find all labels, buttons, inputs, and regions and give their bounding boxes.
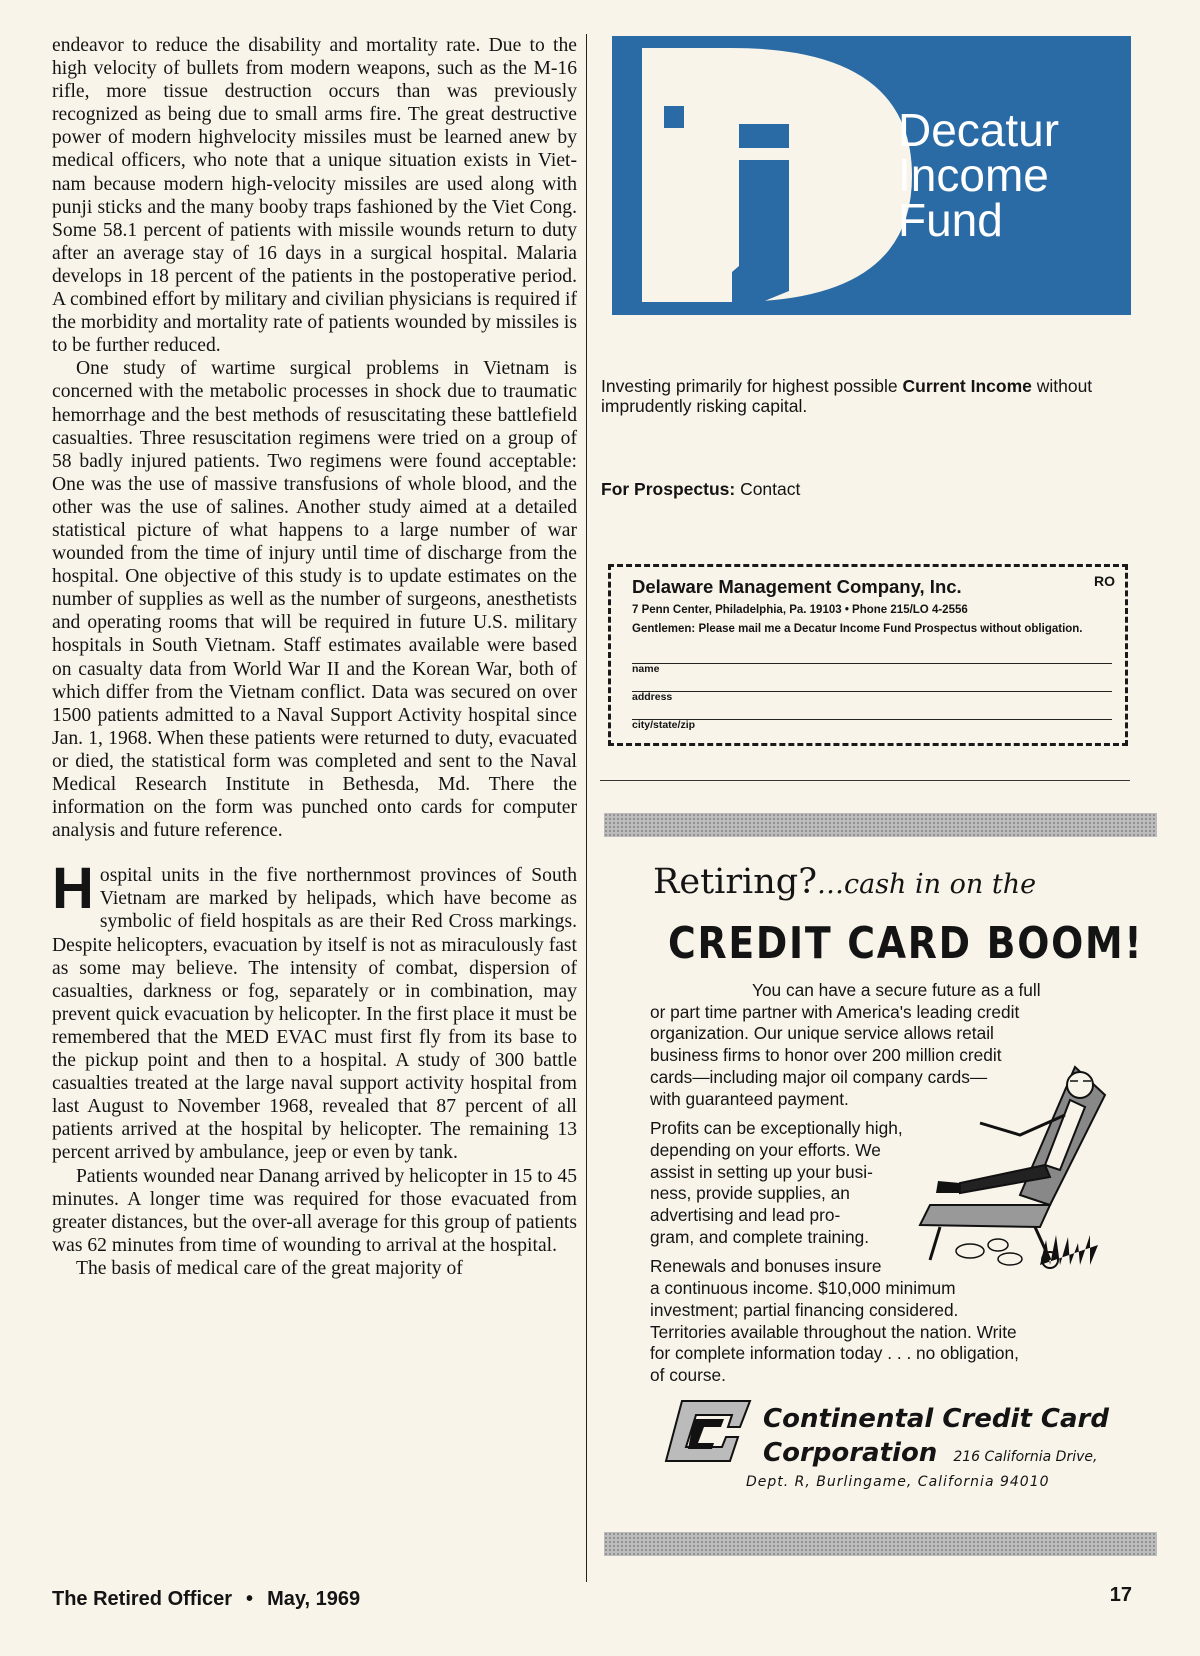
cc-line: advertising and lead pro-	[650, 1205, 841, 1226]
field-label: address	[632, 691, 673, 703]
decatur-tagline	[601, 376, 1141, 416]
prospectus-text: Contact	[735, 479, 801, 499]
page-number: 17	[1109, 1584, 1132, 1606]
company-line-2	[763, 1436, 1109, 1474]
column-divider	[586, 34, 587, 1582]
coupon-request: Gentlemen: Please mail me a Decatur Income Fund Prospectus without obligation.	[632, 623, 1083, 635]
cc-line: business firms to honor over 200 million credit	[650, 1045, 1002, 1066]
decatur-fund-name	[898, 104, 1060, 246]
cc-line: of course.	[650, 1364, 726, 1385]
article-paragraph: endeavor to reduce the disability and mortality rate. Due to the high velocity of bullets from modern weapons, such as the M-16 rifle, more tissue destruction occurs than was previously recognized as being due to small arms fire. The great destructive power of modern highvelocity missiles must be learned anew by medical officers, who note that a unique situation exists in Vietnam because modern high-velocity missiles are used along with punji sticks and the many booby traps fashioned by the Viet Cong. Some 58.1 percent of patients with missile wounds return to duty after an average stay of 16 days in a surgical hospital. Malaria develops in 18 percent of the patients in the postoperative period. A combined effort by military and civilian physicians is required if the morbidity and mortality rate of patients wounded by missiles is to be further reduced.	[52, 35, 577, 357]
retiree-lounge-chair-illustration-icon	[900, 1055, 1140, 1275]
cc-line: Territories available throughout the nation. Write	[650, 1321, 1017, 1342]
company-location: 216 California Drive,	[953, 1449, 1098, 1465]
cc-line: Renewals and bonuses insure	[650, 1256, 882, 1277]
mail-in-coupon	[608, 564, 1128, 746]
continental-c-logo-icon	[664, 1397, 754, 1465]
prospectus-label: For Prospectus:	[601, 479, 736, 499]
article-paragraph-text: ospital units in the five northernmost provinces of South Vietnam are marked by helipads, which have become as symbolic of field hospitals as are their Red Cross markings. Despite helicopters, evacuation by itself is not as miraculously fast as some may believe. The intensity of combat, dispersion of casualties, darkness or fog, separately or in combination, may prevent quick evacuation by helicopter. In the first place it must be remembered that the MED EVAC must first fly from its base to the pickup point and then to a hospital. A study of 300 battle casualties treated at the large naval support activity hospital from last August to November 1968, revealed that 87 percent of all patients arrived at the hospital by helicopter. The remaining 13 percent arrived by ambulance, jeep or even by tank.	[52, 865, 577, 1164]
running-footer	[52, 1588, 360, 1611]
cc-line: cards—including major oil company cards—	[650, 1066, 988, 1087]
cc-line: or part time partner with America's leading credit	[650, 1001, 1020, 1022]
company-line: Corporation	[763, 1438, 938, 1468]
article-column	[52, 34, 577, 1280]
fund-name-line: Decatur	[898, 104, 1060, 156]
fund-name-line: Income	[898, 149, 1049, 201]
coupon-code: RO	[1094, 573, 1115, 589]
cc-line: for complete information today . . . no obligation,	[650, 1343, 1019, 1364]
article-paragraph: The basis of medical care of the great majority of	[76, 1257, 463, 1279]
cc-headline	[653, 862, 1036, 902]
coupon-address-field[interactable]	[632, 675, 1112, 703]
cc-boom-headline: CREDIT CARD BOOM!	[668, 918, 1144, 969]
cc-line: gram, and complete training.	[650, 1226, 870, 1247]
footer-bullet: •	[246, 1588, 254, 1610]
halftone-border-bottom	[604, 1532, 1157, 1556]
prospectus-contact	[601, 479, 800, 500]
tagline-emphasis: Current Income	[902, 376, 1032, 396]
ad-divider	[600, 780, 1130, 781]
coupon-address: 7 Penn Center, Philadelphia, Pa. 19103 • Phone 215/LO 4-2556	[632, 604, 968, 616]
company-line: Continental Credit Card	[763, 1404, 1109, 1434]
drop-cap: H	[52, 856, 94, 922]
cc-line: Profits can be exceptionally high,	[650, 1118, 903, 1139]
tagline-text: without imprudently risking capital.	[601, 376, 1093, 416]
tagline-text: Investing primarily for highest possible	[601, 376, 903, 396]
cc-line: You can have a secure future as a full	[752, 980, 1041, 1000]
field-label: name	[632, 663, 660, 675]
coupon-name-field[interactable]	[632, 647, 1112, 675]
issue-date: May, 1969	[267, 1588, 361, 1610]
cc-line: assist in setting up your busi-	[650, 1161, 873, 1182]
cc-line: with guaranteed payment.	[650, 1088, 849, 1109]
halftone-border-top	[604, 813, 1157, 837]
cc-line: a continuous income. $10,000 minimum	[650, 1278, 956, 1299]
coupon-company: Delaware Management Company, Inc.	[632, 576, 962, 597]
field-label: city/state/zip	[632, 719, 696, 731]
article-paragraph: One study of wartime surgical problems in Vietnam is concerned with the metabolic processes in shock due to traumatic hemorrhage and the best methods of resuscitating these battlefield casualties. Three resuscitation regimens were tried on a group of 58 badly injured patients. Two regimens were found acceptable: One was the use of massive transfusions of whole blood, and the other was the use of salines. Another study aimed at a detailed statistical picture of what happens to a large number of war wounded from the time of injury until time of discharge from the hospital. One objective of this study is to update estimates on the number of supplies as well as the number of surgeons, anesthetists and operating rooms that will be required in future U.S. military hospitals in South Vietnam. Staff estimates available were based on casualty data from World War II and the Korean War, both of which differ from the Vietnam conflict. Data was secured on over 1500 patients admitted to a Naval Support Activity hospital since Jan. 1, 1968. When these patients were returned to duty, evacuated or died, the statistical form was completed and sent to the Naval Medical Research Institute in Bethesda, Md. There the information on the form was punched onto cards for computer analysis and future reference.	[52, 358, 577, 842]
cc-line: investment; partial financing considered.	[650, 1299, 959, 1320]
publication-name: The Retired Officer	[52, 1588, 233, 1610]
fund-name-line: Fund	[898, 194, 1003, 246]
cc-company-name	[763, 1402, 1109, 1474]
article-paragraph-dropcap	[52, 856, 577, 1164]
cc-line: organization. Our unique service allows retail	[650, 1023, 994, 1044]
cc-dept-address: Dept. R, Burlingame, California 94010	[746, 1474, 1050, 1490]
article-paragraph: Patients wounded near Danang arrived by helicopter in 15 to 45 minutes. A longer time was required for those evacuated from greater distances, but the over-all average for this group of patients was 62 minutes from time of wounding to arrival at the hospital.	[52, 1165, 577, 1256]
headline-text: Retiring?	[653, 862, 817, 902]
cc-line: ness, provide supplies, an	[650, 1183, 850, 1204]
cc-paragraph	[650, 1256, 1110, 1386]
headline-italic: …cash in on the	[816, 869, 1037, 900]
coupon-city-field[interactable]	[632, 703, 1112, 731]
cc-line: depending on your efforts. We	[650, 1139, 881, 1160]
